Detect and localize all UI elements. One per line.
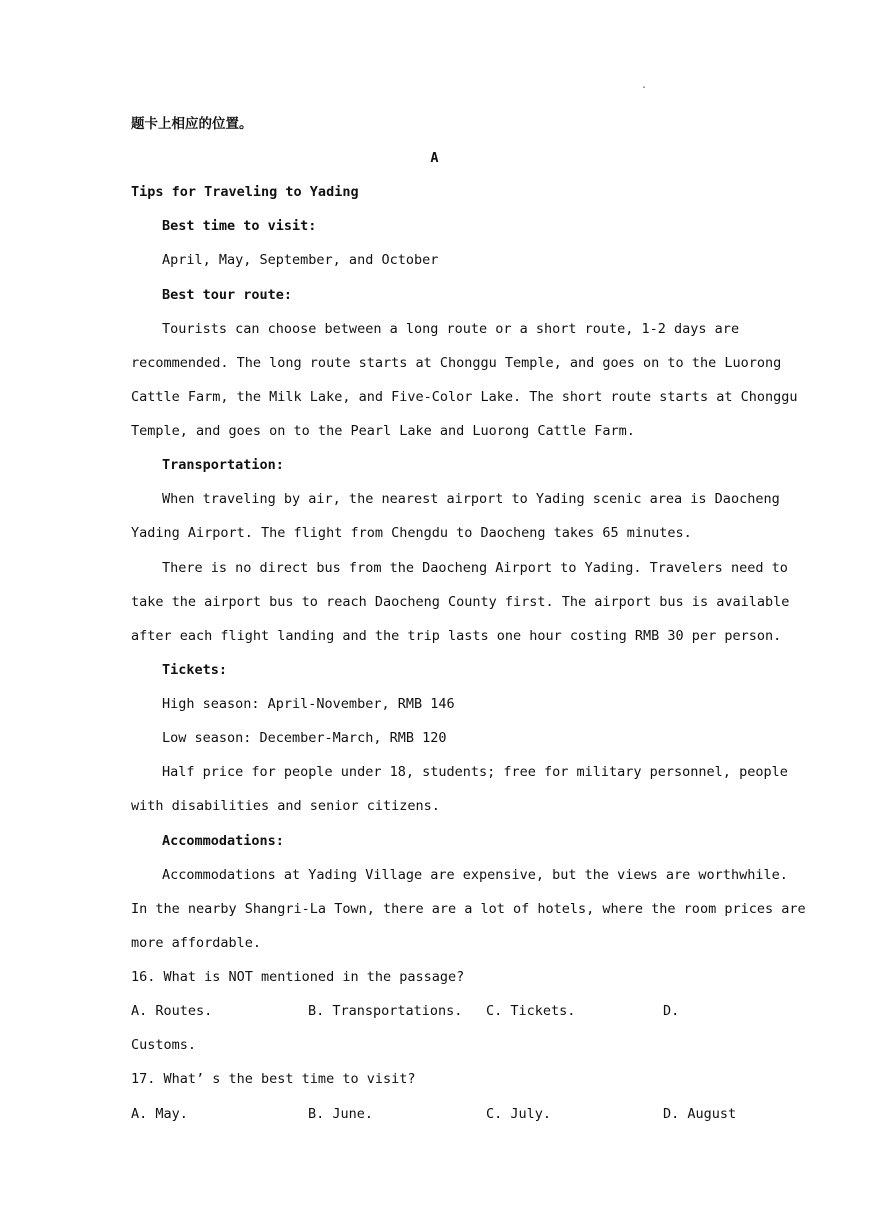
transportation-line: Yading Airport. The flight from Chengdu to Daocheng takes 65 minutes. [131, 525, 692, 541]
tickets-heading: Tickets: [162, 662, 228, 678]
transportation-line: take the airport bus to reach Daocheng County first. The airport bus is available [131, 594, 790, 610]
best-route-line: Tourists can choose between a long route or a short route, 1-2 days are [162, 321, 740, 337]
accommodations-heading: Accommodations: [162, 833, 284, 849]
q17-option-d: D. August [663, 1106, 737, 1122]
q16-option-a: A. Routes. [131, 1003, 213, 1019]
accommodations-line: Accommodations at Yading Village are expensive, but the views are worthwhile. [162, 867, 788, 883]
best-route-heading: Best tour route: [162, 287, 293, 303]
section-label: A [430, 150, 439, 166]
passage-title: Tips for Traveling to Yading [131, 184, 359, 200]
best-route-line: Temple, and goes on to the Pearl Lake and Luorong Cattle Farm. [131, 423, 635, 439]
q17-option-c: C. July. [486, 1106, 552, 1122]
best-route-line: Cattle Farm, the Milk Lake, and Five-Color Lake. The short route starts at Chonggu [131, 389, 798, 405]
q16-option-c: C. Tickets. [486, 1003, 576, 1019]
accommodations-line: In the nearby Shangri-La Town, there are a lot of hotels, where the room prices are [131, 901, 806, 917]
tickets-low-season: Low season: December-March, RMB 120 [162, 730, 447, 746]
q16-option-b: B. Transportations. [308, 1003, 463, 1019]
accommodations-line: more affordable. [131, 935, 262, 951]
tickets-half-price: Half price for people under 18, students; free for military personnel, people [162, 764, 788, 780]
best-time-heading: Best time to visit: [162, 218, 317, 234]
q16-option-d: D. [663, 1003, 680, 1019]
tickets-high-season: High season: April-November, RMB 146 [162, 696, 455, 712]
q16-option-d-text: Customs. [131, 1037, 197, 1053]
best-route-line: recommended. The long route starts at Chonggu Temple, and goes on to the Luorong [131, 355, 782, 371]
best-time-text: April, May, September, and October [162, 252, 439, 268]
question-16: 16. What is NOT mentioned in the passage? [131, 969, 465, 985]
top-mark: . [641, 80, 648, 91]
transportation-line: When traveling by air, the nearest airport to Yading scenic area is Daocheng [162, 491, 780, 507]
transportation-line: after each flight landing and the trip lasts one hour costing RMB 30 per person. [131, 628, 782, 644]
intro-line: 题卡上相应的位置。 [131, 116, 253, 132]
q17-option-b: B. June. [308, 1106, 374, 1122]
q17-option-a: A. May. [131, 1106, 188, 1122]
tickets-half-price: with disabilities and senior citizens. [131, 798, 440, 814]
transportation-heading: Transportation: [162, 457, 284, 473]
transportation-line: There is no direct bus from the Daocheng Airport to Yading. Travelers need to [162, 560, 788, 576]
question-17: 17. What’ s the best time to visit? [131, 1071, 416, 1087]
